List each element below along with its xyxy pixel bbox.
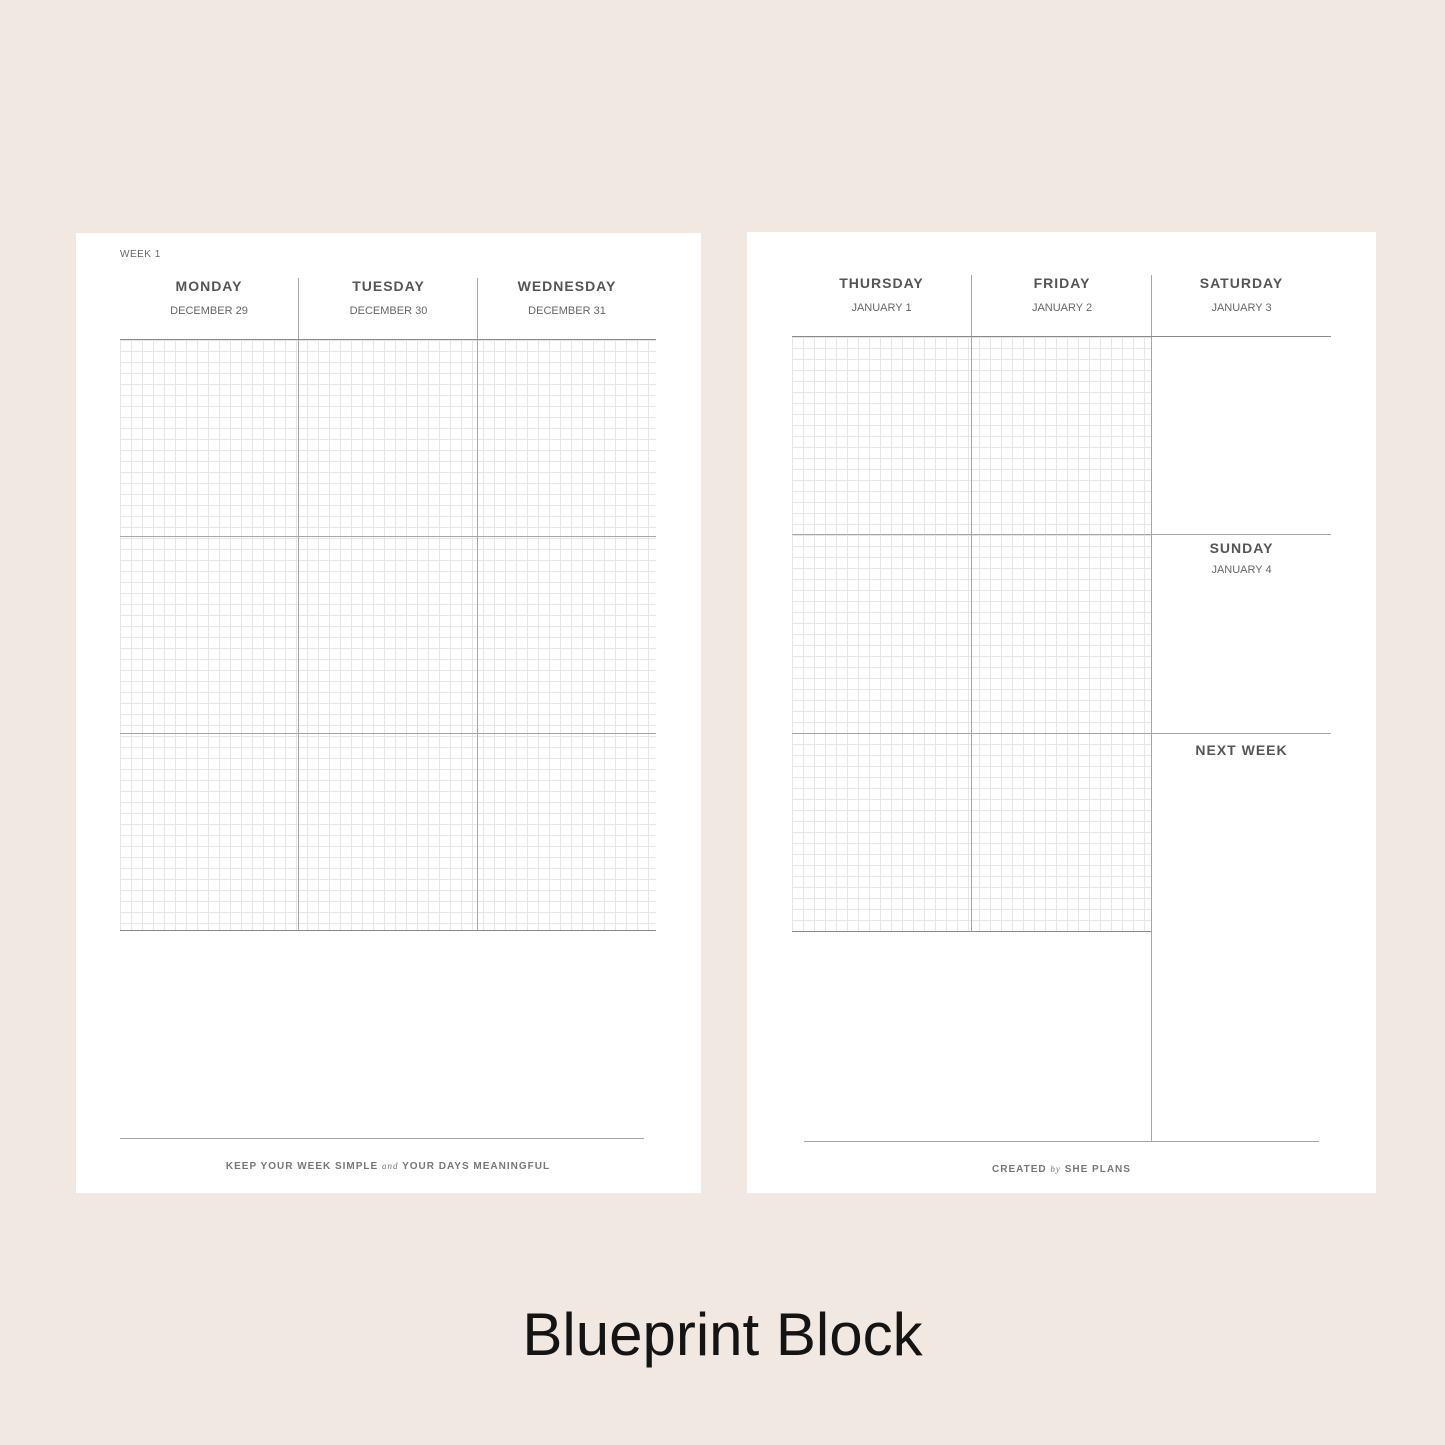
left-planner-page bbox=[76, 233, 701, 1193]
day-header-thursday: THURSDAY bbox=[839, 275, 924, 291]
footer-rule bbox=[804, 1141, 1319, 1142]
right-planner-page bbox=[747, 232, 1376, 1193]
date-sunday: JANUARY 4 bbox=[1211, 564, 1272, 576]
grid-top-border bbox=[792, 336, 1331, 337]
header-divider bbox=[477, 278, 478, 340]
grid-column-divider bbox=[1151, 337, 1152, 1142]
header-divider bbox=[298, 278, 299, 340]
header-divider bbox=[971, 275, 972, 337]
product-caption: Blueprint Block bbox=[522, 1301, 923, 1368]
day-header-friday: FRIDAY bbox=[1033, 275, 1091, 291]
grid-bottom-border bbox=[792, 931, 1151, 932]
day-header-monday: MONDAY bbox=[175, 278, 243, 294]
grid-row-divider bbox=[792, 733, 1331, 734]
date-friday: JANUARY 2 bbox=[1031, 302, 1093, 314]
grid-column-divider bbox=[971, 337, 972, 931]
date-thursday: JANUARY 1 bbox=[851, 302, 912, 314]
footer-tagline: KEEP YOUR WEEK SIMPLE and YOUR DAYS MEANINGFUL bbox=[225, 1161, 551, 1172]
grid-row-divider bbox=[120, 536, 656, 537]
grid-row-divider bbox=[120, 733, 656, 734]
day-header-sunday: SUNDAY bbox=[1209, 540, 1274, 556]
date-wednesday: DECEMBER 31 bbox=[528, 305, 606, 317]
grid-bottom-border bbox=[120, 930, 656, 931]
header-divider bbox=[1151, 275, 1152, 337]
next-week-label: NEXT WEEK bbox=[1195, 742, 1288, 758]
grid-top-border bbox=[120, 339, 656, 340]
day-header-tuesday: TUESDAY bbox=[352, 278, 425, 294]
footer-credit: CREATED by SHE PLANS bbox=[992, 1164, 1131, 1175]
day-header-wednesday: WEDNESDAY bbox=[517, 278, 617, 294]
date-tuesday: DECEMBER 30 bbox=[349, 305, 428, 317]
grid-column-divider bbox=[298, 340, 299, 930]
date-saturday: JANUARY 3 bbox=[1211, 302, 1272, 314]
day-header-saturday: SATURDAY bbox=[1199, 275, 1284, 291]
grid-column-divider bbox=[477, 340, 478, 930]
footer-rule bbox=[120, 1138, 644, 1139]
week-label: WEEK 1 bbox=[120, 249, 161, 260]
grid-row-divider bbox=[792, 534, 1331, 535]
date-monday: DECEMBER 29 bbox=[170, 305, 248, 317]
grid-area bbox=[120, 340, 656, 930]
